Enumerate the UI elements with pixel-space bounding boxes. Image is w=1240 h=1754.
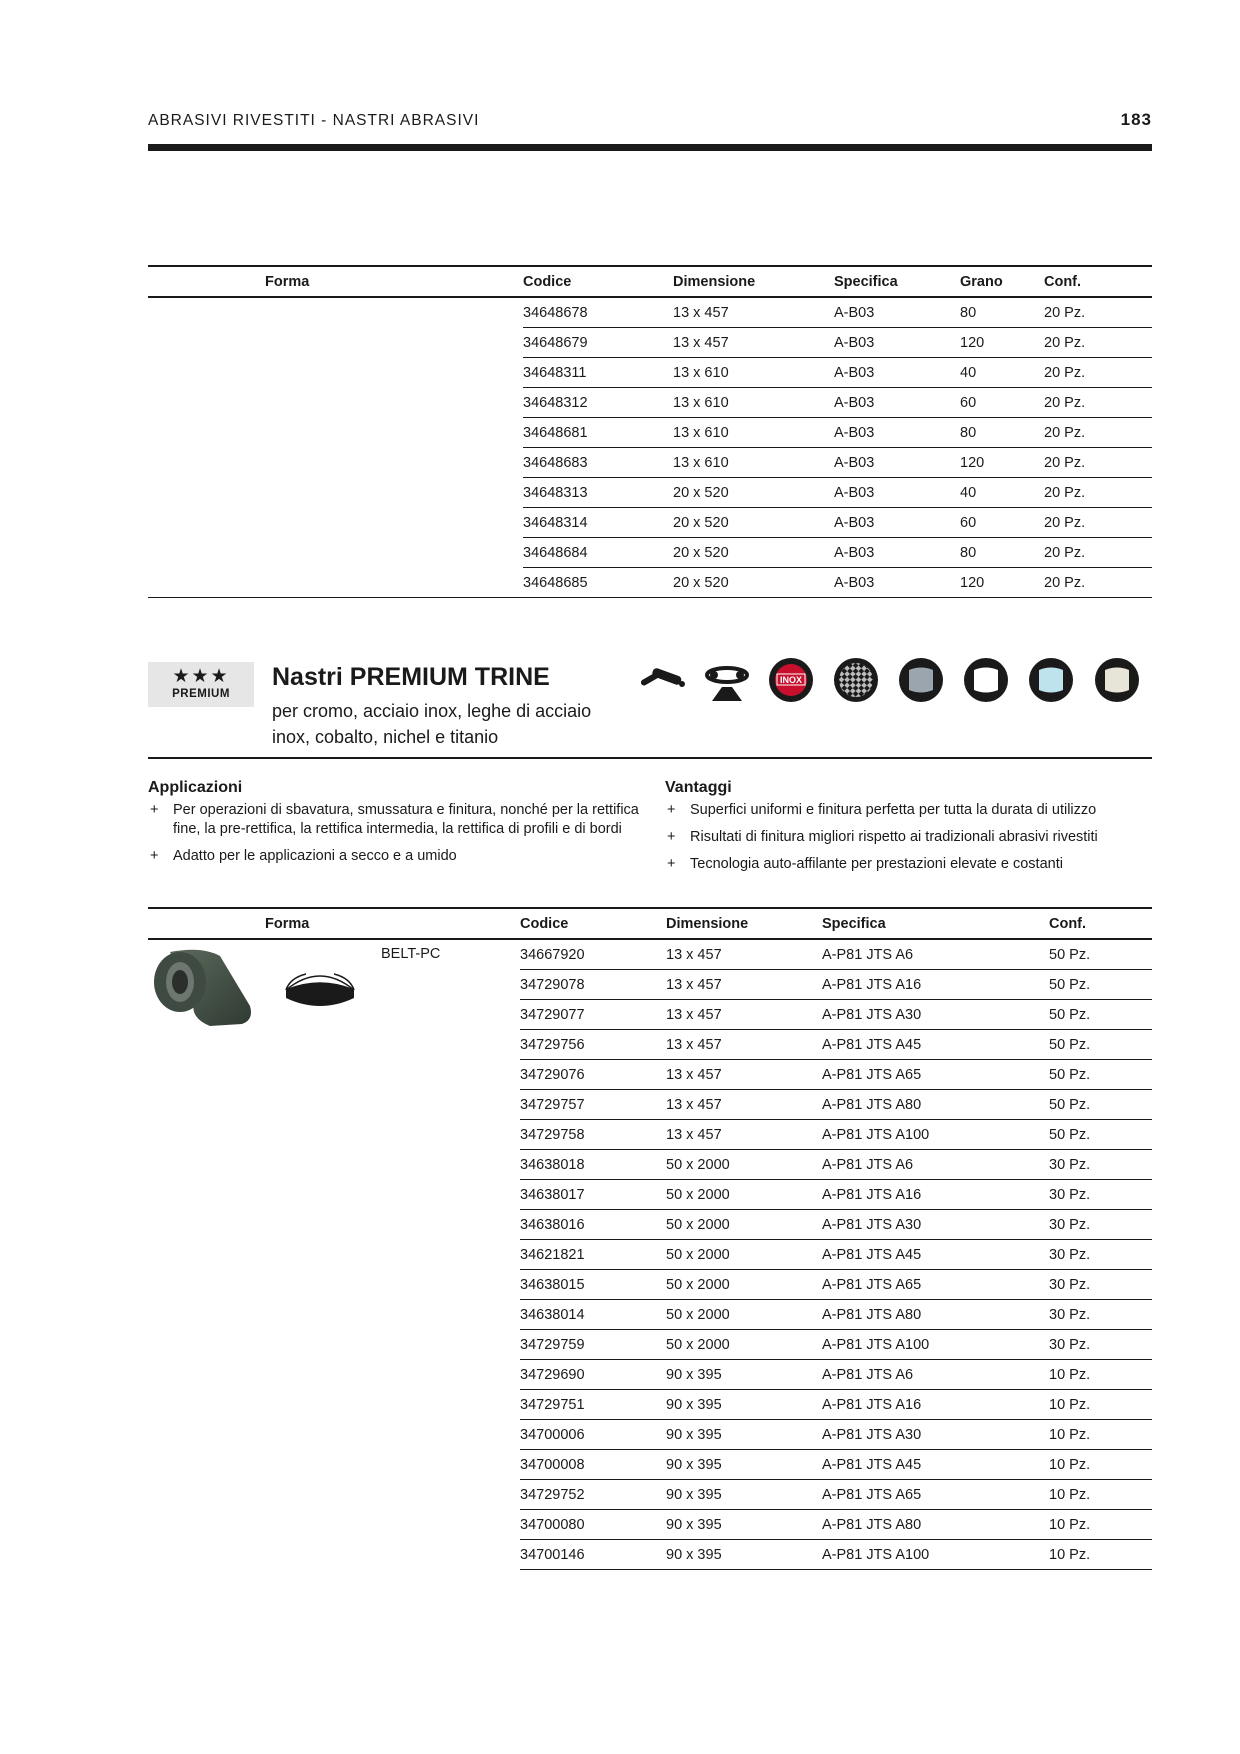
- table-cell: A-P81 JTS A6: [822, 1360, 1049, 1390]
- table-cell: 10 Pz.: [1049, 1480, 1152, 1510]
- table-cell: 120: [960, 448, 1044, 478]
- table-cell: 13 x 457: [666, 1060, 822, 1090]
- table-cell: 50 Pz.: [1049, 1000, 1152, 1030]
- table-cell: 13 x 610: [673, 418, 834, 448]
- table-cell: A-P81 JTS A100: [822, 1540, 1049, 1570]
- table-cell: 34648312: [523, 388, 673, 418]
- table-cell: 34700080: [520, 1510, 666, 1540]
- table-cell: 13 x 610: [673, 448, 834, 478]
- table-cell: 50 Pz.: [1049, 1030, 1152, 1060]
- applicazioni-list: [148, 801, 648, 874]
- table-cell: 20 Pz.: [1044, 297, 1152, 328]
- table-cell: 90 x 395: [666, 1360, 822, 1390]
- table-cell: 34648311: [523, 358, 673, 388]
- table-cell: 50 x 2000: [666, 1270, 822, 1300]
- table-cell: 90 x 395: [666, 1420, 822, 1450]
- table-cell: 34621821: [520, 1240, 666, 1270]
- cobalt-material-icon: [1028, 657, 1074, 703]
- table-cell: 90 x 395: [666, 1390, 822, 1420]
- table-cell: 50 Pz.: [1049, 1120, 1152, 1150]
- table-cell: A-P81 JTS A65: [822, 1060, 1049, 1090]
- table-cell: 13 x 457: [673, 297, 834, 328]
- table-cell: 13 x 457: [666, 1090, 822, 1120]
- table-cell: 60: [960, 508, 1044, 538]
- table-cell: 80: [960, 297, 1044, 328]
- table-cell: A-B03: [834, 508, 960, 538]
- aluminium-material-icon: [963, 657, 1009, 703]
- table-cell: A-P81 JTS A80: [822, 1300, 1049, 1330]
- section-title: ABRASIVI RIVESTITI - NASTRI ABRASIVI: [148, 112, 480, 129]
- vantaggi-list: [665, 801, 1152, 882]
- table-cell: 20 Pz.: [1044, 448, 1152, 478]
- col-header-conf: Conf.: [1044, 266, 1152, 297]
- table-cell: 30 Pz.: [1049, 1240, 1152, 1270]
- table-cell: 13 x 457: [666, 939, 822, 970]
- table-cell: 13 x 610: [673, 358, 834, 388]
- table-cell: 30 Pz.: [1049, 1300, 1152, 1330]
- list-item: + Tecnologia auto-affilante per prestazioni elevate e costanti: [665, 855, 1152, 874]
- table-cell: 34648684: [523, 538, 673, 568]
- table-cell: A-P81 JTS A100: [822, 1120, 1049, 1150]
- table-cell: 20 Pz.: [1044, 508, 1152, 538]
- table-cell: A-P81 JTS A45: [822, 1240, 1049, 1270]
- col-header-dimensione: Dimensione: [673, 266, 834, 297]
- col-header-conf: Conf.: [1049, 908, 1152, 939]
- belt-sander-icon: [638, 666, 688, 702]
- table-cell: 13 x 457: [666, 1120, 822, 1150]
- list-item: + Risultati di finitura migliori rispetto ai tradizionali abrasivi rivestiti: [665, 828, 1152, 847]
- titanium-material-icon: [1094, 657, 1140, 703]
- table-cell: 10 Pz.: [1049, 1390, 1152, 1420]
- steel-material-icon: [898, 657, 944, 703]
- section-rule: [148, 757, 1152, 759]
- table-cell: 50 x 2000: [666, 1150, 822, 1180]
- table-cell: 30 Pz.: [1049, 1330, 1152, 1360]
- table-row: [148, 297, 1152, 328]
- table-cell: 20 Pz.: [1044, 568, 1152, 598]
- table-cell: 80: [960, 418, 1044, 448]
- forma-label: BELT-PC: [381, 946, 441, 962]
- premium-label: PREMIUM: [172, 688, 230, 700]
- table-cell: 34729751: [520, 1390, 666, 1420]
- premium-badge: [148, 662, 254, 707]
- table-cell: 20 Pz.: [1044, 538, 1152, 568]
- page-number: 183: [1120, 110, 1152, 129]
- col-header-codice: Codice: [523, 266, 673, 297]
- table-cell: A-P81 JTS A6: [822, 1150, 1049, 1180]
- col-header-specifica: Specifica: [822, 908, 1049, 939]
- table-cell: 13 x 457: [666, 1030, 822, 1060]
- table-cell: 13 x 457: [666, 970, 822, 1000]
- table-cell: A-B03: [834, 297, 960, 328]
- table-cell: 20 Pz.: [1044, 328, 1152, 358]
- table-cell: A-P81 JTS A30: [822, 1210, 1049, 1240]
- table-cell: 90 x 395: [666, 1510, 822, 1540]
- table-cell: 34648681: [523, 418, 673, 448]
- table-cell: 34729756: [520, 1030, 666, 1060]
- table-cell: 34667920: [520, 939, 666, 970]
- table-cell: 34729076: [520, 1060, 666, 1090]
- col-header-forma: Forma: [148, 266, 523, 297]
- table-cell: 50 x 2000: [666, 1180, 822, 1210]
- table-cell: 20 x 520: [673, 478, 834, 508]
- table-cell: 50 x 2000: [666, 1240, 822, 1270]
- table-cell: A-P81 JTS A80: [822, 1510, 1049, 1540]
- table-cell: A-P81 JTS A45: [822, 1030, 1049, 1060]
- table-cell: 50 Pz.: [1049, 1090, 1152, 1120]
- table-cell: 10 Pz.: [1049, 1540, 1152, 1570]
- list-item: + Superfici uniformi e finitura perfetta per tutta la durata di utilizzo: [665, 801, 1152, 820]
- table-cell: 34700146: [520, 1540, 666, 1570]
- table-cell: 34638017: [520, 1180, 666, 1210]
- table-cell: 10 Pz.: [1049, 1420, 1152, 1450]
- table-cell: 20 Pz.: [1044, 478, 1152, 508]
- table-cell: 40: [960, 358, 1044, 388]
- table-cell: 30 Pz.: [1049, 1210, 1152, 1240]
- table-cell: 34729690: [520, 1360, 666, 1390]
- applicazioni-heading: Applicazioni: [148, 779, 243, 796]
- table-cell: 40: [960, 478, 1044, 508]
- table-cell: 34648683: [523, 448, 673, 478]
- table-cell: 10 Pz.: [1049, 1360, 1152, 1390]
- table-cell: 34648314: [523, 508, 673, 538]
- table-cell: A-P81 JTS A80: [822, 1090, 1049, 1120]
- table-cell: A-B03: [834, 478, 960, 508]
- table-cell: 34638014: [520, 1300, 666, 1330]
- table-cell: A-P81 JTS A65: [822, 1480, 1049, 1510]
- table-cell: 34638015: [520, 1270, 666, 1300]
- col-header-codice: Codice: [520, 908, 666, 939]
- table-cell: 34729752: [520, 1480, 666, 1510]
- table-cell: 50 Pz.: [1049, 939, 1152, 970]
- table-cell: A-B03: [834, 448, 960, 478]
- table-cell: 80: [960, 538, 1044, 568]
- table-cell: 34638016: [520, 1210, 666, 1240]
- product-title: Nastri PREMIUM TRINE: [272, 663, 550, 691]
- table-cell: 13 x 610: [673, 388, 834, 418]
- table-cell: A-P81 JTS A100: [822, 1330, 1049, 1360]
- table-cell: 34729078: [520, 970, 666, 1000]
- belt-grinder-icon: [702, 665, 750, 705]
- stars-icon: ★★★: [172, 666, 230, 687]
- table-cell: 30 Pz.: [1049, 1180, 1152, 1210]
- table-cell: 90 x 395: [666, 1450, 822, 1480]
- table-cell: 20 Pz.: [1044, 388, 1152, 418]
- table-cell: A-P81 JTS A30: [822, 1000, 1049, 1030]
- table-cell: 20 x 520: [673, 538, 834, 568]
- table-cell: 50 Pz.: [1049, 970, 1152, 1000]
- product-subtitle: per cromo, acciaio inox, leghe di acciaio inox, cobalto, nichel e titanio: [272, 701, 592, 747]
- table-cell: 34638018: [520, 1150, 666, 1180]
- table-cell: 120: [960, 568, 1044, 598]
- table-cell: 50 Pz.: [1049, 1060, 1152, 1090]
- list-item: + Per operazioni di sbavatura, smussatura e finitura, nonché per la rettifica fine, la pre-rettifica, la rettifica intermedia, la rettifica di profili e di bordi: [148, 801, 648, 839]
- table-cell: 20 x 520: [673, 568, 834, 598]
- table-cell: 34729077: [520, 1000, 666, 1030]
- table-cell: A-P81 JTS A16: [822, 1180, 1049, 1210]
- belt-roll-image: [150, 946, 256, 1028]
- table-cell: 34648685: [523, 568, 673, 598]
- table-cell: A-B03: [834, 538, 960, 568]
- forma-cell: [148, 939, 520, 1570]
- table-cell: 34648313: [523, 478, 673, 508]
- table-cell: 60: [960, 388, 1044, 418]
- table-cell: 90 x 395: [666, 1480, 822, 1510]
- table-cell: A-B03: [834, 418, 960, 448]
- table-cell: A-B03: [834, 388, 960, 418]
- table-cell: 20 Pz.: [1044, 418, 1152, 448]
- table-cell: A-P81 JTS A65: [822, 1270, 1049, 1300]
- col-header-dimensione: Dimensione: [666, 908, 822, 939]
- table-cell: 30 Pz.: [1049, 1150, 1152, 1180]
- table-cell: 34700008: [520, 1450, 666, 1480]
- table-cell: 10 Pz.: [1049, 1510, 1152, 1540]
- list-item: + Adatto per le applicazioni a secco e a umido: [148, 847, 648, 866]
- table-cell: A-B03: [834, 328, 960, 358]
- table-cell: 34729757: [520, 1090, 666, 1120]
- inox-label: INOX: [779, 675, 803, 685]
- table-cell: 90 x 395: [666, 1540, 822, 1570]
- table-cell: 13 x 457: [673, 328, 834, 358]
- table-cell: 34648679: [523, 328, 673, 358]
- table-cell: 34700006: [520, 1420, 666, 1450]
- forma-cell: [148, 297, 523, 598]
- table-cell: A-P81 JTS A16: [822, 970, 1049, 1000]
- table-cell: A-B03: [834, 358, 960, 388]
- table-cell: 50 x 2000: [666, 1330, 822, 1360]
- header-rule: [148, 144, 1152, 151]
- table-cell: 50 x 2000: [666, 1300, 822, 1330]
- vantaggi-heading: Vantaggi: [665, 779, 732, 796]
- belt-shape-icon: [280, 968, 360, 1010]
- table-cell: 34729759: [520, 1330, 666, 1360]
- table-cell: 50 x 2000: [666, 1210, 822, 1240]
- col-header-specifica: Specifica: [834, 266, 960, 297]
- table-cell: A-P81 JTS A16: [822, 1390, 1049, 1420]
- table-cell: A-P81 JTS A30: [822, 1420, 1049, 1450]
- inox-material-icon: [768, 657, 814, 703]
- col-header-forma: Forma: [148, 908, 520, 939]
- table-cell: A-P81 JTS A45: [822, 1450, 1049, 1480]
- table-cell: 10 Pz.: [1049, 1450, 1152, 1480]
- table-cell: 30 Pz.: [1049, 1270, 1152, 1300]
- table-cell: A-P81 JTS A6: [822, 939, 1049, 970]
- table-cell: 34648678: [523, 297, 673, 328]
- col-header-grano: Grano: [960, 266, 1044, 297]
- table-cell: 13 x 457: [666, 1000, 822, 1030]
- checkered-material-icon: [833, 657, 879, 703]
- table-row: [148, 939, 1152, 970]
- table-cell: 20 x 520: [673, 508, 834, 538]
- table-cell: 34729758: [520, 1120, 666, 1150]
- table-cell: 120: [960, 328, 1044, 358]
- product-table-1: [148, 265, 1152, 598]
- table-cell: 20 Pz.: [1044, 358, 1152, 388]
- table-cell: A-B03: [834, 568, 960, 598]
